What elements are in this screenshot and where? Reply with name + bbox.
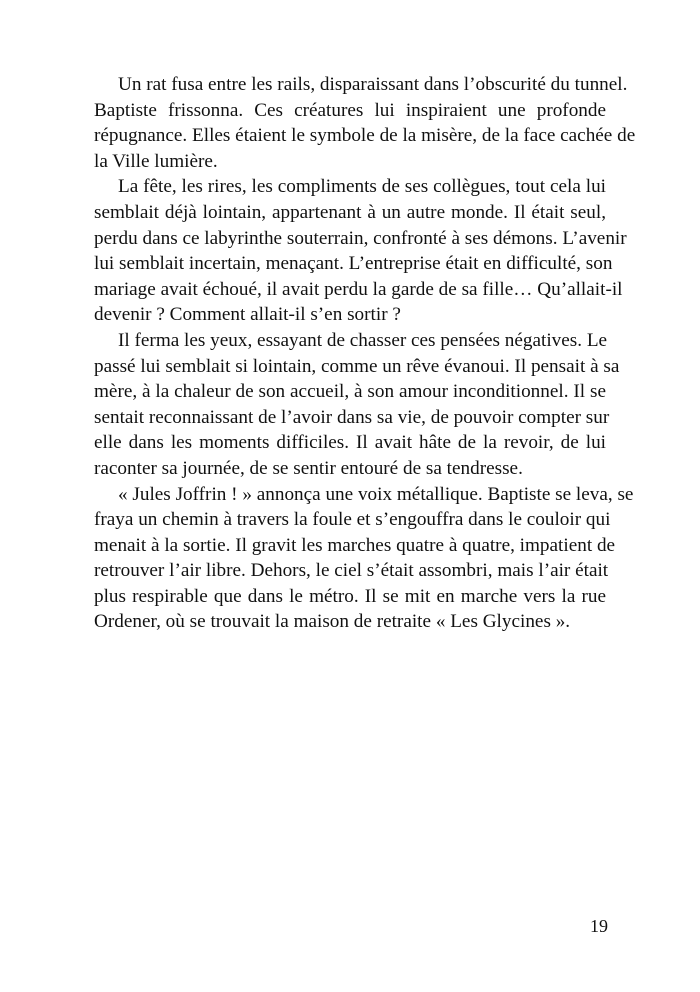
text-line: mariage avait échoué, il avait perdu la garde de sa fille… Qu’allait-il — [94, 278, 623, 300]
text-line: raconter sa journée, de se sentir entouré de sa tendresse. — [94, 457, 523, 479]
text-line: Un rat fusa entre les rails, disparaissant dans l’obscurité du tunnel. — [118, 74, 628, 95]
text-line: plus respirable que dans le métro. Il se mit en marche vers la rue — [94, 585, 606, 607]
text-line: perdu dans ce labyrinthe souterrain, confronté à ses démons. L’avenir — [94, 227, 627, 249]
text-line: menait à la sortie. Il gravit les marches quatre à quatre, impatient de — [94, 534, 616, 556]
text-line: la Ville lumière. — [94, 150, 218, 172]
text-line: La fête, les rires, les compliments de ses collègues, tout cela lui — [118, 176, 606, 198]
text-line: Baptiste frissonna. Ces créatures lui inspiraient une profonde — [94, 99, 606, 121]
text-line: mère, à la chaleur de son accueil, à son amour inconditionnel. Il se — [94, 381, 606, 403]
page-number: 19 — [590, 916, 608, 936]
text-line: passé lui semblait si lointain, comme un rêve évanoui. Il pensait à sa — [94, 355, 620, 377]
text-line: lui semblait incertain, menaçant. L’entreprise était en difficulté, son — [94, 253, 613, 275]
text-line: répugnance. Elles étaient le symbole de la misère, de la face cachée de — [94, 125, 636, 147]
text-line: fraya un chemin à travers la foule et s’engouffra dans le couloir qui — [94, 509, 611, 531]
text-line: Il ferma les yeux, essayant de chasser ces pensées négatives. Le — [118, 329, 608, 351]
text-line: semblait déjà lointain, appartenant à un autre monde. Il était seul, — [94, 201, 606, 223]
text-line: « Jules Joffrin ! » annonça une voix métallique. Baptiste se leva, se — [118, 483, 634, 505]
text-line: sentait reconnaissant de l’avoir dans sa vie, de pouvoir compter sur — [94, 406, 610, 428]
text-line: devenir ? Comment allait-il s’en sortir ? — [94, 304, 401, 326]
text-line: elle dans les moments difficiles. Il avait hâte de la revoir, de lui — [94, 432, 606, 454]
text-line: Ordener, où se trouvait la maison de retraite « Les Glycines ». — [94, 611, 571, 633]
body-text — [94, 72, 636, 635]
text-line: retrouver l’air libre. Dehors, le ciel s’était assombri, mais l’air était — [94, 560, 609, 582]
